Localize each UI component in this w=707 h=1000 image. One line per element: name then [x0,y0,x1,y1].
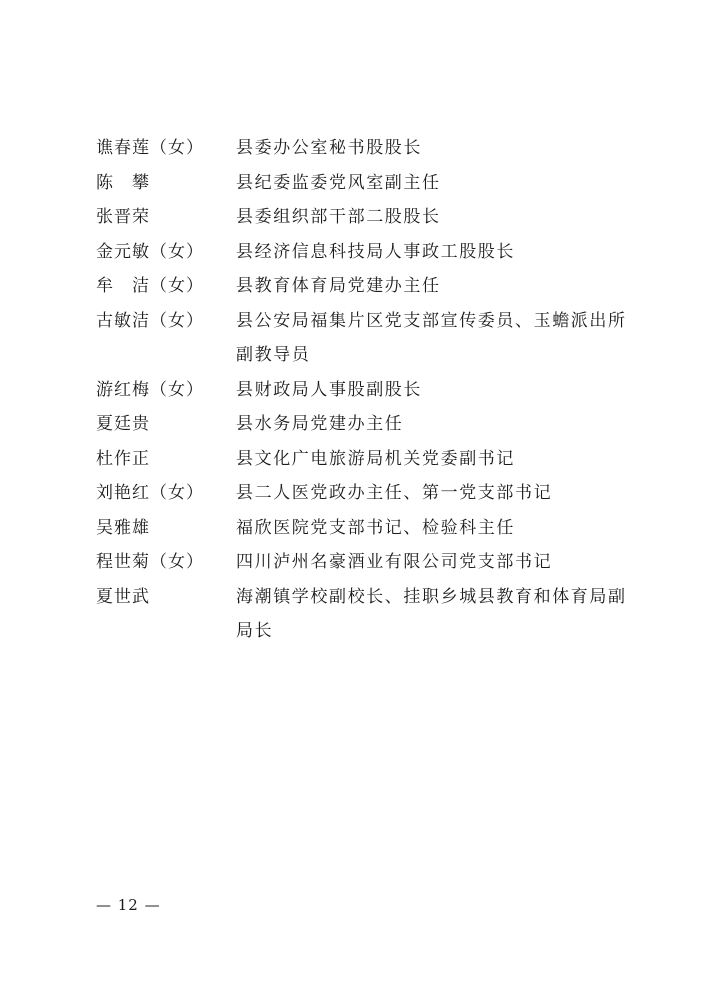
person-position: 县财政局人事股副股长 [236,379,422,400]
list-item [96,476,636,511]
person-position: 县二人医党政办主任、第一党支部书记 [236,483,553,503]
person-name: 陈 攀 [96,172,150,193]
person-position: 县经济信息科技局人事政工股股长 [236,241,515,262]
person-name: 游红梅（女） [96,379,204,400]
list-item [96,304,636,373]
person-position: 县公安局福集片区党支部宣传委员、玉蟾派出所副教导员 [236,310,627,365]
list-item [96,235,636,270]
list-item [96,269,636,304]
person-name: 吴雅雄 [96,517,150,538]
person-position: 县委办公室秘书股股长 [236,138,422,158]
list-item [96,545,636,580]
list-item [96,580,636,649]
person-name: 谯春莲（女） [96,138,204,158]
person-name: 夏世武 [96,586,150,607]
person-position: 县教育体育局党建办主任 [236,276,441,296]
person-name: 金元敏（女） [96,241,204,262]
person-position: 四川泸州名豪酒业有限公司党支部书记 [236,552,553,572]
list-item [96,131,636,166]
person-name: 刘艳红（女） [96,483,204,503]
list-item [96,166,636,201]
list-item [96,200,636,235]
person-name: 张晋荣 [96,207,150,227]
personnel-list [96,131,636,649]
person-name: 程世菊（女） [96,552,204,572]
list-item [96,442,636,477]
person-position: 县委组织部干部二股股长 [236,207,441,227]
person-name: 古敏洁（女） [96,310,204,331]
list-item [96,511,636,546]
list-item [96,373,636,408]
list-item [96,407,636,442]
person-position: 海潮镇学校副校长、挂职乡城县教育和体育局副局长 [236,586,627,641]
person-position: 县文化广电旅游局机关党委副书记 [236,448,515,469]
person-position: 县水务局党建办主任 [236,414,404,434]
page-number: — 12 — [96,896,161,914]
person-position: 县纪委监委党风室副主任 [236,172,441,193]
person-position: 福欣医院党支部书记、检验科主任 [236,517,515,538]
person-name: 牟 洁（女） [96,276,204,296]
person-name: 夏廷贵 [96,414,150,434]
person-name: 杜作正 [96,448,150,469]
